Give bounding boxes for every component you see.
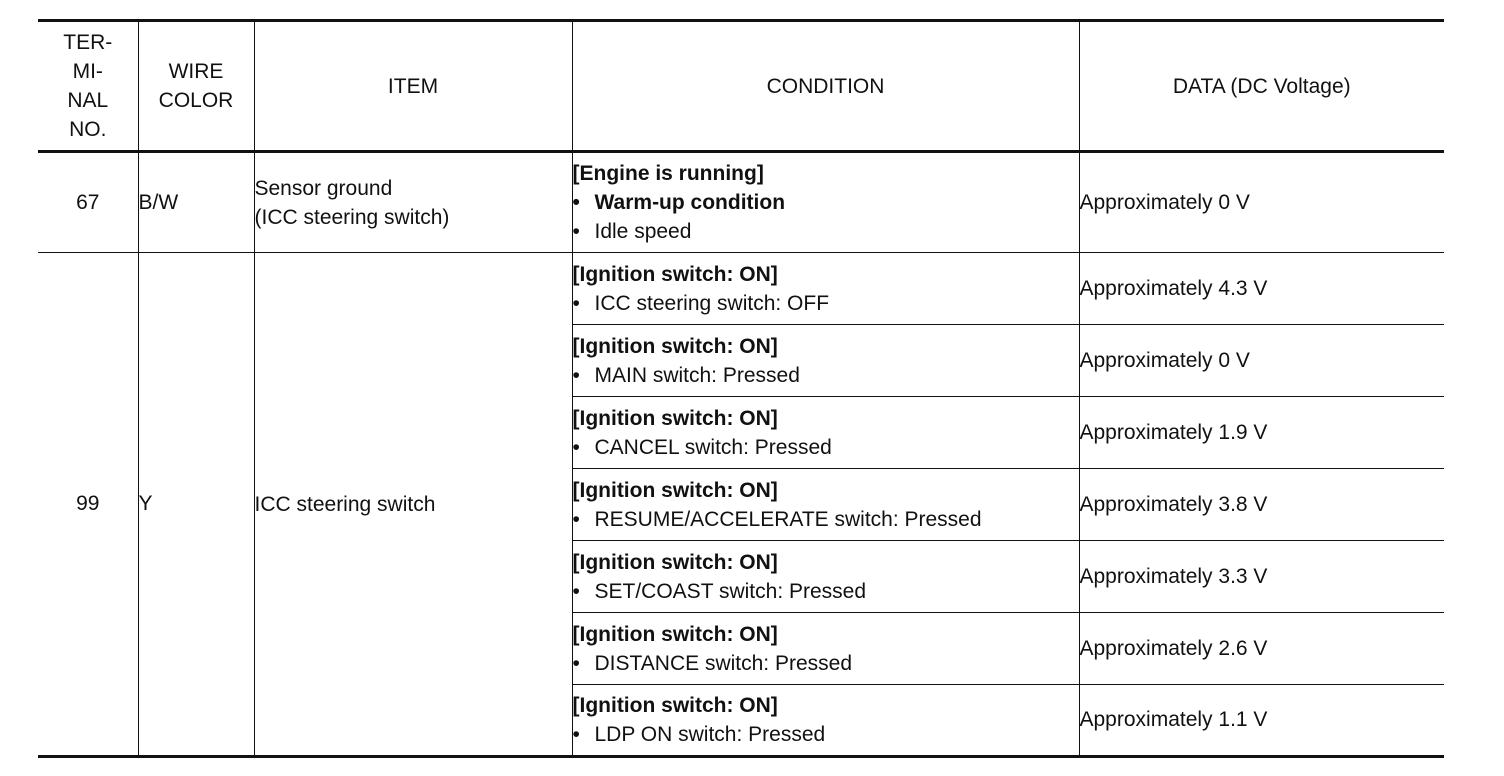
condition-heading: [Ignition switch: ON] [572,622,778,646]
data-value: Approximately 2.6 V [1079,613,1444,685]
condition-bullet [573,505,1079,534]
condition-bullet [573,361,1079,390]
bullet-icon: • [572,435,580,459]
header-item: ITEM [254,21,572,152]
condition-heading: [Ignition switch: ON] [572,334,778,358]
header-wire-line: WIRE [168,60,224,83]
condition-bullet-text: CANCEL switch: Pressed [594,435,832,459]
header-terminal-line: TER- [63,31,113,54]
bullet-icon: • [572,723,580,746]
condition-bullet [573,188,1079,217]
bullet-icon: • [572,220,580,243]
header-wire-color [138,21,254,152]
item-line: Sensor ground [254,176,393,200]
condition-bullet-text: ICC steering switch: OFF [594,291,830,315]
condition-bullet [573,649,1079,678]
condition-cell [572,469,1079,541]
condition-bullet-text: RESUME/ACCELERATE switch: Pressed [594,507,982,531]
condition-cell [572,152,1079,253]
terminal-data-table [38,19,1444,758]
condition-bullet-text: Idle speed [594,220,692,243]
condition-bullet-text: LDP ON switch: Pressed [594,723,826,746]
condition-heading: [Ignition switch: ON] [572,406,778,430]
terminal-number: 99 [38,253,138,757]
condition-bullet-text: MAIN switch: Pressed [594,363,800,387]
table-row-terminal-99 [38,253,1444,325]
condition-bullet [573,289,1079,318]
data-value: Approximately 3.8 V [1079,469,1444,541]
condition-cell [572,541,1079,613]
condition-heading: [Engine is running] [572,162,764,185]
item-cell: ICC steering switch [254,253,572,757]
condition-cell [572,253,1079,325]
condition-heading: [Ignition switch: ON] [572,478,778,502]
condition-bullet [573,433,1079,462]
condition-cell [572,325,1079,397]
condition-cell [572,685,1079,757]
bullet-icon: • [572,507,580,531]
terminal-number: 67 [38,152,138,253]
header-condition: CONDITION [572,21,1079,152]
data-value: Approximately 0 V [1079,152,1444,253]
condition-cell [572,613,1079,685]
condition-bullet-text: DISTANCE switch: Pressed [594,651,853,675]
header-data: DATA (DC Voltage) [1079,21,1444,152]
header-terminal-line: NAL [67,89,109,112]
header-terminal-line: NO. [69,118,107,141]
condition-heading: [Ignition switch: ON] [572,694,778,717]
wire-color: B/W [138,152,254,253]
header-terminal-no [38,21,138,152]
condition-heading: [Ignition switch: ON] [572,550,778,574]
header-terminal-line: MI- [72,60,103,83]
condition-bullet [573,577,1079,606]
data-value: Approximately 1.1 V [1079,685,1444,757]
bullet-icon: • [572,579,580,603]
bullet-icon: • [572,191,580,214]
condition-bullet [573,720,1079,749]
bullet-icon: • [572,651,580,675]
item-cell [254,152,572,253]
bullet-icon: • [572,291,580,315]
header-wire-line: COLOR [158,89,234,112]
item-line: (ICC steering switch) [254,205,450,229]
condition-bullet-text: Warm-up condition [594,191,786,214]
condition-cell [572,397,1079,469]
table-row-terminal-67 [38,152,1444,253]
data-value: Approximately 1.9 V [1079,397,1444,469]
condition-heading: [Ignition switch: ON] [572,262,778,286]
data-value: Approximately 3.3 V [1079,541,1444,613]
condition-bullet-text: SET/COAST switch: Pressed [594,579,867,603]
data-value: Approximately 4.3 V [1079,253,1444,325]
header-row [38,21,1444,152]
condition-bullet [573,217,1079,246]
wire-color: Y [138,253,254,757]
data-value: Approximately 0 V [1079,325,1444,397]
bullet-icon: • [572,363,580,387]
